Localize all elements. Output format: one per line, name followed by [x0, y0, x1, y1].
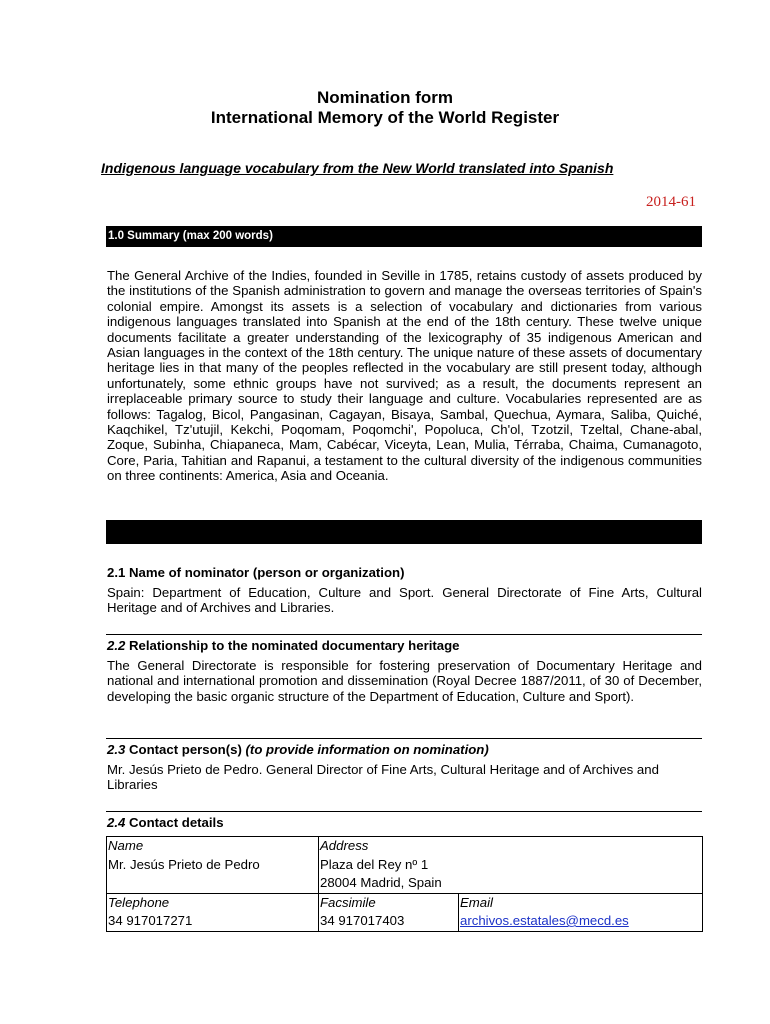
divider	[106, 634, 702, 635]
section-heading-note: (to provide information on nomination)	[245, 742, 489, 757]
address-cell	[319, 837, 703, 894]
facsimile-value: 34 917017403	[320, 913, 405, 928]
heritage-subtitle: Indigenous language vocabulary from the New World translated into Spanish	[101, 160, 614, 176]
contact-person-text: Mr. Jesús Prieto de Pedro. General Director of Fine Arts, Cultural Heritage and of Archives and Libraries	[107, 762, 659, 793]
email-label: Email	[460, 894, 493, 910]
name-value: Mr. Jesús Prieto de Pedro	[108, 856, 260, 872]
section-heading-text: Contact details	[129, 815, 224, 830]
contact-person-heading	[107, 742, 489, 757]
address-line: 28004 Madrid, Spain	[320, 875, 442, 890]
relationship-heading	[107, 638, 459, 653]
name-cell	[107, 837, 319, 894]
reference-number: 2014-61	[646, 194, 696, 210]
form-title: Nomination form	[317, 88, 453, 107]
address-label: Address	[320, 838, 369, 853]
name-label: Name	[108, 838, 144, 853]
summary-bar	[106, 226, 702, 247]
telephone-value: 34 917017271	[108, 913, 193, 928]
contact-details-table	[106, 836, 703, 932]
address-line: Plaza del Rey nº 1	[320, 856, 429, 872]
table-row	[107, 837, 703, 894]
section-heading-text: Relationship to the nominated documentary heritage	[129, 638, 460, 653]
nominator-heading: 2.1 Name of nominator (person or organization)	[107, 565, 405, 580]
facsimile-label: Facsimile	[320, 894, 376, 910]
section-2-bar	[106, 520, 702, 544]
nominator-text: Spain: Department of Education, Culture and Sport. General Directorate of Fine Arts, Cultural Heritage and of Archives and Libraries.	[107, 585, 702, 616]
section-number: 2.3	[107, 742, 126, 757]
email-cell	[459, 893, 703, 931]
section-number: 2.2	[107, 638, 126, 653]
telephone-cell	[107, 893, 319, 931]
divider	[106, 738, 702, 739]
relationship-text: The General Directorate is responsible for fostering preservation of Documentary Heritage and national and international promotion and dissemination (Royal Decree 1887/2011, of 30 of December, developing the basic organic structure of the Department of Education, Culture and Sport).	[107, 658, 702, 704]
contact-details-heading	[107, 815, 224, 830]
section-heading-text: Contact person(s)	[129, 742, 242, 757]
summary-bar-label: 1.0 Summary (max 200 words)	[108, 230, 273, 242]
facsimile-cell	[319, 893, 459, 931]
summary-text: The General Archive of the Indies, founded in Seville in 1785, retains custody of assets produced by the institutions of the Spanish administration to govern and manage the overseas territories of Spain's colonial empire. Amongst its assets is a selection of vocabulary and dictionaries from various indigenous languages translated into Spanish at the end of the 18th century. These twelve unique documents facilitate a greater understanding of the lexicography of 35 indigenous American and Asian languages in the context of the 18th century. The unique nature of these assets of documentary heritage lies in that many of the peoples reflected in the vocabulary are still present today, although unfortunately, some ethnic groups have not survived; as a result, the documents represent an irreplaceable primary source to study their language and culture. Vocabularies represented are as follows: Tagalog, Bicol, Pangasinan, Cagayan, Bisaya, Sambal, Quechua, Aymara, Saliba, Quiché, Kaqchikel, Tz'utujil, Kekchi, Poqomam, Poqomchi', Popoluca, Ch'ol, Tzotzil, Tzeltal, Chane-abal, Zoque, Subinha, Chiapaneca, Mam, Cabécar, Viceyta, Lean, Mulia, Térraba, Chaima, Cumanagoto, Core, Paria, Tahitian and Rapanui, a testament to the cultural diversity of the indigenous communities on three continents: America, Asia and Oceania.	[107, 268, 702, 484]
email-link[interactable]: archivos.estatales@mecd.es	[460, 913, 629, 928]
section-number: 2.4	[107, 815, 126, 830]
table-row	[107, 893, 703, 931]
divider	[106, 811, 702, 812]
telephone-label: Telephone	[108, 894, 170, 910]
register-title: International Memory of the World Register	[210, 108, 560, 127]
